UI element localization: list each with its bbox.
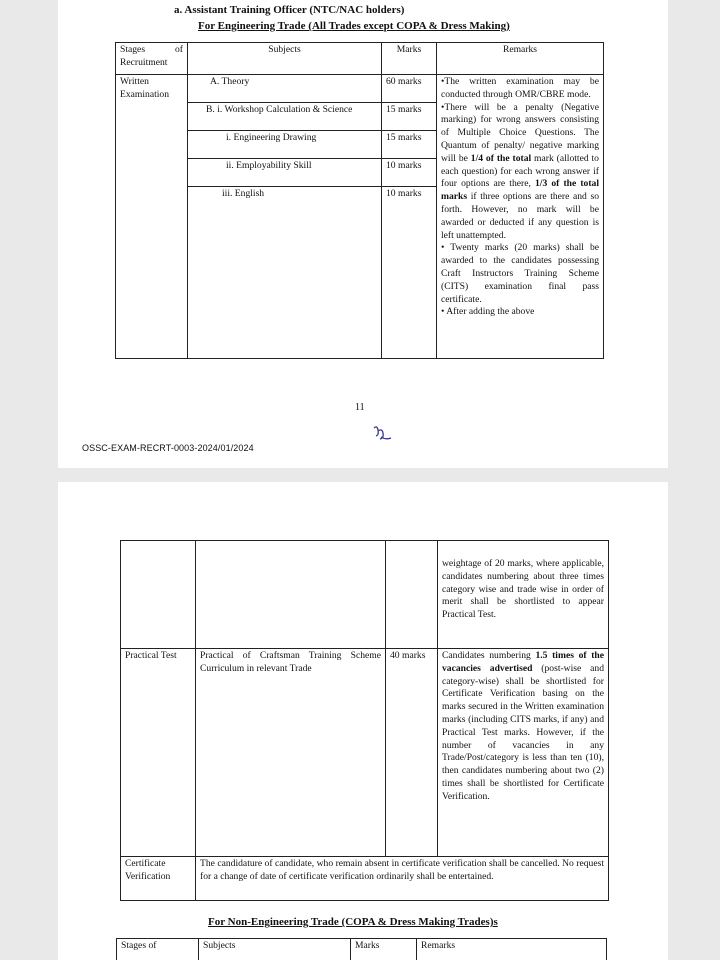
header-remarks: Remarks — [437, 43, 604, 75]
header-marks: Marks — [351, 939, 417, 960]
remark-weightage-continued: weightage of 20 marks, where applicable, candidates numbering about three times category wise and trade wise in order of merit shall be shortlisted to appear Practical Test. — [438, 541, 609, 649]
table-row — [116, 75, 604, 103]
recruitment-table-non-engineering — [116, 938, 607, 960]
marks-english: 10 marks — [382, 187, 437, 359]
subject-drawing: i. Engineering Drawing — [188, 131, 382, 159]
table-row — [121, 649, 609, 857]
table-header-row — [116, 43, 604, 75]
marks-practical: 40 marks — [386, 649, 438, 857]
remarks-written — [437, 75, 604, 359]
header-marks: Marks — [382, 43, 437, 75]
marks-workshop: 15 marks — [382, 103, 437, 131]
subject-workshop: B. i. Workshop Calculation & Science — [188, 103, 382, 131]
subject-employability: ii. Employability Skill — [188, 159, 382, 187]
document-page-2 — [58, 482, 668, 960]
page-number: 11 — [355, 402, 365, 413]
remark-after-adding: • After adding the above — [441, 306, 535, 318]
subject-practical: Practical of Craftsman Training Scheme Curriculum in relevant Trade — [196, 649, 386, 857]
signature-icon — [371, 424, 393, 442]
stage-practical-test: Practical Test — [121, 649, 196, 857]
table-header-row — [117, 939, 607, 960]
remark-cits: • Twenty marks (20 marks) shall be awarded to the candidates possessing Craft Instructors Training Scheme (CITS) examination final pass certificate. — [441, 242, 599, 305]
recruitment-table-continued — [120, 540, 609, 901]
stage-written-examination: Written Examination — [116, 75, 188, 359]
table-row — [121, 857, 609, 901]
signature-mark — [371, 424, 393, 446]
table-row — [121, 541, 609, 649]
engineering-trade-heading: For Engineering Trade (All Trades except COPA & Dress Making) — [198, 20, 510, 32]
marks-drawing: 15 marks — [382, 131, 437, 159]
stage-certificate-verification: Certificate Verification — [121, 857, 196, 901]
remark-penalty: •There will be a penalty (Negative marking) for wrong answers consisting of Multiple Choice Questions. The Quantum of penalty/ negative marking will be 1/4 of the total mark (allotted to each question) for each wrong answer if four options are there, 1/3 of the total marks if three options are there and so forth. However, no mark will be awarded or deducted if any question is left unattempted. — [441, 101, 600, 241]
header-stages: Stages of — [117, 939, 199, 960]
recruitment-table-engineering — [115, 42, 604, 359]
header-stages: Stages of Recruitment — [116, 43, 188, 75]
non-engineering-trade-heading: For Non-Engineering Trade (COPA & Dress Making Trades)s — [208, 916, 498, 928]
header-remarks: Remarks — [417, 939, 607, 960]
document-footer-code: OSSC-EXAM-RECRT-0003-2024/01/2024 — [82, 443, 254, 453]
subject-theory: A. Theory — [188, 75, 382, 103]
section-heading-a: a. Assistant Training Officer (NTC/NAC holders) — [174, 4, 405, 16]
subject-english: iii. English — [188, 187, 382, 359]
marks-employability: 10 marks — [382, 159, 437, 187]
remark-practical: Candidates numbering 1.5 times of the vacancies advertised (post-wise and category-wise) shall be shortlisted for Certificate Verification basing on the marks secured in the Written examination marks (including CITS marks, if any) and Practical Test marks. However, if the number of vacancies in any Trade/Post/category is less than ten (10), then candidates numbering about two (2) times shall be shortlisted for Certificate Verification. — [438, 649, 609, 857]
certificate-verification-text: The candidature of candidate, who remain absent in certificate verification shall be cancelled. No request for a change of date of certificate verification ordinarily shall be entertained. — [196, 857, 609, 901]
document-page-1 — [58, 0, 668, 468]
marks-theory: 60 marks — [382, 75, 437, 103]
header-subjects: Subjects — [199, 939, 351, 960]
remark-mode: •The written examination may be conducted through OMR/CBRE mode. — [441, 76, 599, 100]
header-subjects: Subjects — [188, 43, 382, 75]
